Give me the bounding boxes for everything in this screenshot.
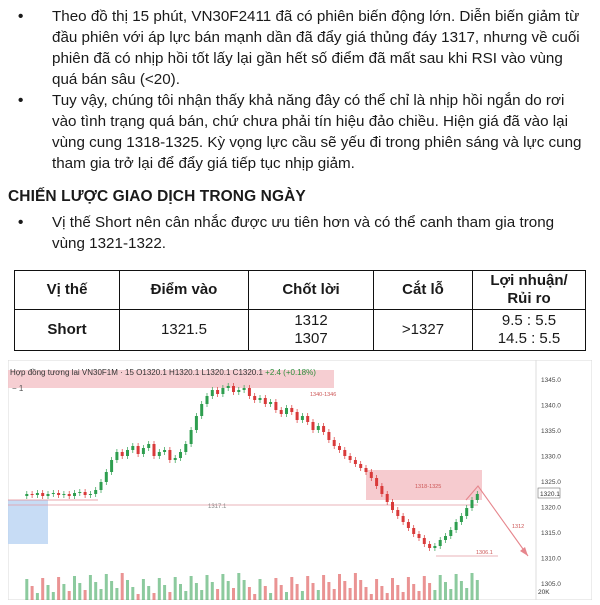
volume-bar [115, 588, 118, 600]
volume-bar [301, 591, 304, 600]
volume-bar [190, 576, 193, 600]
y-tick-label: 1305.0 [541, 581, 561, 588]
volume-bar [57, 577, 60, 600]
candle-body [158, 452, 161, 456]
volume-bar [380, 586, 383, 600]
zone-upper-label: 1340-1346 [310, 392, 337, 398]
y-tick-label: 1340.0 [541, 402, 561, 410]
take-profit-2: 1307 [294, 330, 328, 347]
volume-bar [195, 583, 198, 600]
candle-body [333, 440, 336, 446]
volume-bar [386, 593, 389, 600]
candle-body [338, 446, 341, 450]
volume-bar [253, 594, 256, 600]
volume-bar [428, 583, 431, 600]
candle-body [248, 388, 251, 396]
volume-bar [402, 592, 405, 600]
candle-body [174, 458, 177, 460]
candle-body [418, 534, 421, 538]
candle-body [396, 510, 399, 516]
candle-body [439, 540, 442, 546]
candle-body [100, 482, 103, 490]
volume-bar [227, 581, 230, 600]
volume-bar [243, 580, 246, 600]
bullet-text: Tuy vậy, chúng tôi nhận thấy khả năng đây có thể chỉ là nhịp hồi ngắn do rơi vào tình trạng quá bán, chứ chưa phải tín hiệu đảo chiều. Hiện giá đã vào lại vùng cung 1318-1325. Kỳ vọng lực cầu sẽ yếu đi trong phiên sáng và lực cung tham gia trở lại để đẩy giá tiếp tục nhịp giảm. [52, 92, 582, 172]
candle-body [195, 416, 198, 430]
y-tick-label: 1335.0 [541, 428, 561, 435]
volume-bar [269, 593, 272, 600]
chart-change: +2.4 (+0.18%) [265, 368, 316, 377]
y-tick-label: 1310.0 [541, 555, 561, 563]
reward-risk-1: 9.5 : 5.5 [501, 312, 557, 329]
volume-bar [418, 591, 421, 600]
volume-bar [68, 591, 71, 600]
candle-body [476, 494, 479, 500]
candle-body [62, 494, 65, 495]
volume-bar [126, 580, 129, 600]
candle-body [444, 536, 447, 540]
section-title: CHIẾN LƯỢC GIAO DỊCH TRONG NGÀY [8, 188, 306, 205]
bullet-item [14, 6, 588, 90]
volume-bar [439, 575, 442, 600]
candle-body [285, 408, 288, 414]
candle-body [78, 492, 81, 493]
header-entry: Điểm vào [120, 271, 249, 310]
bullet-dot: • [18, 8, 24, 25]
volume-bar [391, 578, 394, 600]
volume-bar [285, 592, 288, 600]
volume-bar [78, 583, 81, 600]
candle-body [211, 390, 214, 396]
candle-body [274, 402, 277, 410]
bullet-dot: • [18, 92, 24, 109]
candle-body [433, 546, 436, 548]
volume-bar [163, 585, 166, 600]
candle-body [264, 398, 267, 404]
candle-body [375, 478, 378, 486]
target-label: 1306.1 [476, 550, 493, 556]
candle-body [423, 538, 426, 544]
y-tick-label: 1345.0 [541, 377, 561, 384]
volume-bar [237, 573, 240, 600]
volume-bar [168, 592, 171, 600]
candle-body [391, 502, 394, 510]
volume-bar [248, 587, 251, 600]
candle-body [327, 432, 330, 440]
candle-body [94, 490, 97, 494]
cell-reward-risk [473, 310, 586, 351]
volume-bar [359, 580, 362, 600]
candle-body [380, 486, 383, 494]
volume-label: 20K [538, 589, 550, 596]
chart-ohlc: O1320.1 H1320.1 L1320.1 C1320.1 [136, 368, 263, 377]
take-profit-1: 1312 [294, 312, 328, 329]
table-row [15, 310, 586, 351]
volume-bar [322, 575, 325, 600]
bullet-item [14, 90, 588, 174]
side-label: 1312 [512, 524, 525, 530]
volume-bar [471, 573, 474, 600]
candle-body [296, 412, 299, 420]
volume-bar [460, 581, 463, 600]
volume-bar [365, 587, 368, 600]
candlestick-chart [8, 360, 592, 600]
candle-body [206, 396, 209, 404]
candle-body [105, 472, 108, 482]
y-tick-label: 1325.0 [541, 479, 561, 486]
candle-body [449, 530, 452, 536]
chart-title: Hợp đồng tương lai VN30F1M · 15 [10, 368, 134, 377]
candle-body [386, 494, 389, 502]
volume-bar [137, 594, 140, 600]
candle-body [73, 493, 76, 496]
analysis-bullets [14, 6, 588, 174]
cell-position: Short [15, 310, 120, 351]
volume-bar [142, 579, 145, 600]
candle-body [41, 493, 44, 496]
volume-bar [158, 578, 161, 600]
y-axis-ticks [541, 377, 561, 588]
strategy-note-text: Vị thế Short nên cân nhắc được ưu tiên hơn và có thể canh tham gia trong vùng 1321-1322. [52, 214, 555, 252]
candle-body [227, 386, 230, 388]
strategy-note [14, 212, 588, 254]
volume-bar [105, 574, 108, 600]
volume-bar [455, 574, 458, 600]
candle-body [253, 396, 256, 400]
candle-body [301, 416, 304, 420]
candle-body [365, 468, 368, 472]
volume-bar [36, 593, 39, 600]
y-tick-label: 1320.0 [541, 504, 561, 512]
volume-bar [94, 582, 97, 600]
volume-bar [312, 583, 315, 600]
volume-bar [259, 579, 262, 600]
volume-bar [296, 584, 299, 600]
candle-body [349, 456, 352, 460]
demand-zone [8, 500, 48, 544]
volume-bar [62, 584, 65, 600]
volume-bar [444, 582, 447, 600]
candle-body [89, 494, 92, 495]
table-header-row [15, 271, 586, 310]
header-reward-risk: Lợi nhuận/ Rủi ro [473, 271, 586, 310]
candle-body [312, 422, 315, 430]
candle-body [259, 398, 262, 400]
candle-body [237, 390, 240, 392]
candle-body [110, 460, 113, 472]
volume-bar [47, 585, 50, 600]
candle-body [47, 494, 50, 496]
candle-body [322, 426, 325, 432]
volume-bar [407, 577, 410, 600]
strategy-table [14, 270, 586, 351]
bullet-text: Theo đồ thị 15 phút, VN30F2411 đã có phiên biến động lớn. Diễn biến giảm từ đầu phiên với áp lực bán mạnh dần đã đẩy giá thủng đáy 1317, nhưng về cuối phiên đã có nhịp hồi tốt lấy lại gần hết số điểm đã mất sau khi RSI vào vùng quá bán sâu (<20). [52, 8, 580, 88]
level-mid-label: 1317.1 [208, 504, 227, 510]
bullet-dot: • [18, 214, 24, 231]
candle-body [221, 388, 224, 394]
chart-marker: − 1 [12, 384, 24, 393]
candle-body [25, 494, 28, 496]
volume-bar [465, 588, 468, 600]
volume-bar [89, 575, 92, 600]
volume-bar [221, 574, 224, 600]
volume-bar [211, 582, 214, 600]
candle-body [402, 516, 405, 522]
volume-bar [290, 577, 293, 600]
candle-body [370, 472, 373, 478]
candle-body [317, 426, 320, 430]
volume-bar [121, 573, 124, 600]
reward-risk-2: 14.5 : 5.5 [497, 330, 561, 347]
cell-stop-loss: >1327 [374, 310, 473, 351]
volume-bar [476, 580, 479, 600]
volume-bar [412, 584, 415, 600]
candle-body [354, 460, 357, 464]
header-take-profit: Chốt lời [249, 271, 374, 310]
candle-body [428, 544, 431, 548]
volume-bar [343, 581, 346, 600]
candle-body [68, 494, 71, 496]
volume-bar [280, 585, 283, 600]
header-position: Vị thế [15, 271, 120, 310]
volume-bar [232, 588, 235, 600]
candle-body [290, 408, 293, 412]
volume-bar [174, 577, 177, 600]
volume-bar [354, 573, 357, 600]
candle-body [460, 516, 463, 522]
candle-body [36, 493, 39, 495]
volume-bar [179, 584, 182, 600]
candle-body [115, 452, 118, 460]
candle-body [163, 450, 166, 452]
candle-body [147, 444, 150, 448]
candle-body [216, 390, 219, 394]
volume-bar [370, 594, 373, 600]
volume-bar [375, 579, 378, 600]
header-stop-loss: Cắt lỗ [374, 271, 473, 310]
candle-body [280, 410, 283, 414]
volume-bar [333, 589, 336, 600]
candle-body [142, 448, 145, 454]
candle-body [359, 464, 362, 468]
candle-body [31, 494, 34, 495]
volume-bar [200, 590, 203, 600]
y-tick-label: 1315.0 [541, 530, 561, 537]
candle-body [84, 492, 87, 495]
candle-body [52, 493, 55, 494]
volume-bar [274, 578, 277, 600]
candle-body [179, 452, 182, 458]
cell-entry: 1321.5 [120, 310, 249, 351]
volume-bar [317, 590, 320, 600]
candle-body [269, 402, 272, 404]
candle-body [57, 493, 60, 495]
candle-body [407, 522, 410, 528]
volume-bar [31, 586, 34, 600]
volume-bar [449, 589, 452, 600]
candle-body [232, 386, 235, 392]
volume-bar [147, 586, 150, 600]
candle-body [343, 450, 346, 456]
candle-body [455, 522, 458, 530]
volume-bar [327, 582, 330, 600]
candle-body [465, 508, 468, 516]
volume-bar [131, 587, 134, 600]
volume-bar [100, 589, 103, 600]
chart-header [10, 368, 316, 377]
volume-bar [153, 593, 156, 600]
volume-bar [216, 589, 219, 600]
candle-body [184, 444, 187, 452]
candle-body [126, 450, 129, 456]
candle-body [153, 444, 156, 456]
volume-bar [84, 590, 87, 600]
volume-bar [306, 576, 309, 600]
candle-body [306, 416, 309, 422]
price-chart [8, 360, 592, 600]
zone-lower-label: 1318-1325 [415, 484, 442, 490]
volume-bar [433, 590, 436, 600]
candle-body [200, 404, 203, 416]
volume-bar [396, 585, 399, 600]
volume-bar [206, 575, 209, 600]
candle-body [190, 430, 193, 444]
volume-bar [73, 576, 76, 600]
volume-bar [349, 588, 352, 600]
cell-take-profit [249, 310, 374, 351]
candle-body [412, 528, 415, 534]
volume-bar [41, 578, 44, 600]
volume-bar [25, 579, 28, 600]
volume-bar [264, 586, 267, 600]
candle-body [471, 500, 474, 508]
volume-bar [52, 592, 55, 600]
candle-body [121, 452, 124, 456]
y-tick-label: 1330.0 [541, 453, 561, 461]
candle-body [137, 446, 140, 454]
volume-bar [423, 576, 426, 600]
volume-bar [110, 581, 113, 600]
price-badge-text: 1320.1 [540, 491, 560, 498]
volume-bar [184, 591, 187, 600]
candle-body [131, 446, 134, 450]
candle-body [168, 450, 171, 460]
candle-body [243, 388, 246, 390]
volume-bar [338, 574, 341, 600]
